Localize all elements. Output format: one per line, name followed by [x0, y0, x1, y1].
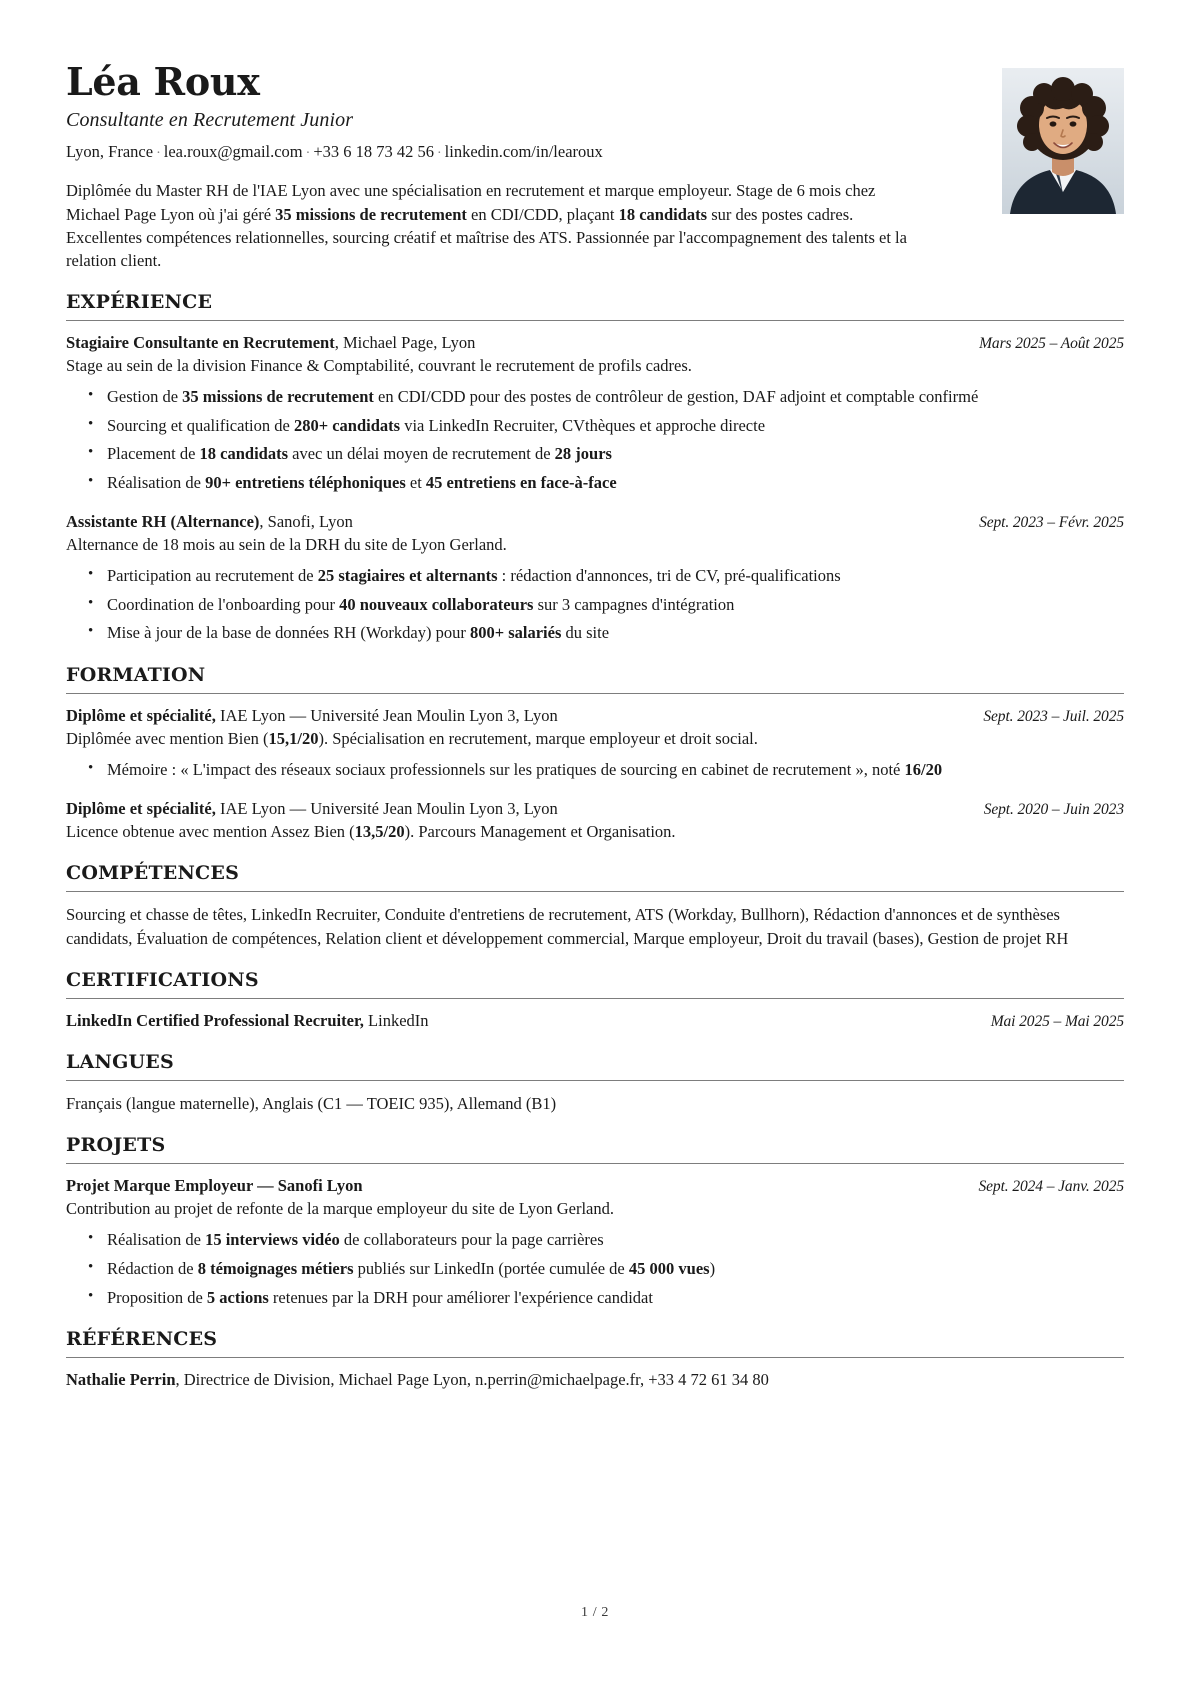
entry-bullet-list [66, 386, 1124, 495]
contact-separator-icon: · [156, 146, 161, 162]
entry-description: Licence obtenue avec mention Assez Bien (13,5/20). Parcours Management et Organisation. [66, 821, 676, 841]
list-item: • Rédaction de 8 témoignages métiers publiés sur LinkedIn (portée cumulée de 45 000 vues) [88, 1258, 1124, 1281]
emphasis: 45 entretiens en face-à-face [425, 473, 617, 493]
emphasis: 15,1/20 [268, 729, 319, 749]
section-divider [66, 320, 1124, 321]
emphasis: 90+ entretiens téléphoniques [205, 473, 406, 493]
entry-title [66, 1175, 965, 1197]
section-references [66, 1328, 1124, 1391]
list-item: • Placement de 18 candidats avec un délai moyen de recrutement de 28 jours [88, 443, 1124, 466]
emphasis: 5 actions [206, 1287, 269, 1307]
langues-text: Français (langue maternelle), Anglais (C1 — TOEIC 935), Allemand (B1) [66, 1093, 557, 1113]
section-langues [66, 1051, 1124, 1115]
section-heading-langues: LANGUES [66, 1050, 174, 1073]
entry-references [66, 1369, 1124, 1391]
profile-summary: Diplômée du Master RH de l'IAE Lyon avec une spécialisation en recrutement et marque employeur. Stage de 6 mois chez Michael Page Lyon où j'ai géré 35 missions de recrutement en CDI/CDD, plaçant 18 candidats sur des postes cadres. Excellentes compétences relationnelles, sourcing créatif et maîtrise des ATS. Passionnée par l'accompagnement des talents et la relation client. [66, 181, 907, 270]
entry-date-range: Sept. 2024 – Janv. 2025 [978, 1178, 1124, 1196]
section-heading-projets: PROJETS [66, 1134, 166, 1157]
emphasis: 18 candidats [618, 204, 708, 224]
section-competences [66, 862, 1124, 950]
contact-line [66, 141, 984, 163]
emphasis: 15 interviews vidéo [205, 1230, 340, 1250]
section-divider [66, 1080, 1124, 1081]
page-title: Léa Roux [66, 59, 260, 104]
section-certifications [66, 969, 1124, 1032]
entry-title: Diplôme et spécialité, IAE Lyon — Université Jean Moulin Lyon 3, Lyon [66, 799, 558, 819]
resume-header [66, 59, 1124, 272]
list-item: • Coordination de l'onboarding pour 40 nouveaux collaborateurs sur 3 campagnes d'intégration [88, 594, 1124, 617]
emphasis: Stagiaire Consultante en Recrutement [66, 332, 335, 352]
header-text-block [66, 59, 984, 272]
emphasis: 280+ candidats [293, 415, 401, 435]
entry-bullet-list [66, 1229, 1124, 1309]
entry-header [66, 1369, 1124, 1391]
entry-experience [66, 332, 1124, 495]
list-item: • Réalisation de 90+ entretiens téléphoniques et 45 entretiens en face-à-face [88, 472, 1124, 495]
list-item: • Participation au recrutement de 25 stagiaires et alternants : rédaction d'annonces, tri de CV, pré-qualifications [88, 565, 1124, 588]
entry-header [66, 705, 1124, 727]
section-divider [66, 693, 1124, 694]
competences-text: Sourcing et chasse de têtes, LinkedIn Recruiter, Conduite d'entretiens de recrutement, ATS (Workday, Bullhorn), Rédaction d'annonces et de synthèses candidats, Évaluation de compétences, Relation client et développement commercial, Marque employeur, Droit du travail (bases), Gestion de projet RH [66, 905, 1069, 948]
professional-headline: Consultante en Recrutement Junior [66, 109, 354, 132]
entry-date-range: Sept. 2020 – Juin 2023 [983, 801, 1124, 819]
entry-description: Stage au sein de la division Finance & Comptabilité, couvrant le recrutement de profils cadres. [66, 355, 692, 375]
list-item: • Proposition de 5 actions retenues par la DRH pour améliorer l'expérience candidat [88, 1287, 1124, 1310]
emphasis: Projet Marque Employeur — Sanofi Lyon [66, 1176, 363, 1196]
entry-formation [66, 798, 1124, 843]
section-formation [66, 664, 1124, 843]
entry-header [66, 798, 1124, 820]
emphasis: 35 missions de recrutement [275, 204, 467, 224]
contact-separator-icon: · [437, 146, 442, 162]
entry-date-range: Mai 2025 – Mai 2025 [990, 1012, 1124, 1030]
entry-bullet-list [66, 759, 1124, 782]
section-heading-references: RÉFÉRENCES [66, 1328, 218, 1351]
entry-bullet-list [66, 565, 1124, 645]
entry-header [66, 332, 1124, 354]
emphasis: Diplôme et spécialité, [66, 799, 216, 819]
emphasis: 35 missions de recrutement [182, 386, 374, 406]
entry-title: Assistante RH (Alternance), Sanofi, Lyon [66, 511, 353, 531]
entry-title: Stagiaire Consultante en Recrutement, Michael Page, Lyon [66, 332, 476, 352]
section-heading-experience: EXPÉRIENCE [66, 290, 213, 313]
section-divider [66, 1163, 1124, 1164]
entry-experience [66, 511, 1124, 645]
entry-date-range: Sept. 2023 – Févr. 2025 [979, 513, 1124, 531]
section-divider [66, 1357, 1124, 1358]
emphasis: 18 candidats [199, 444, 289, 464]
entry-title: Nathalie Perrin, Directrice de Division, Michael Page Lyon, n.perrin@michaelpage.fr, +33 4 72 61 34 80 [66, 1370, 769, 1390]
entry-header [66, 511, 1124, 533]
section-heading-competences: COMPÉTENCES [66, 862, 239, 885]
list-item: • Mémoire : « L'impact des réseaux sociaux professionnels sur les pratiques de sourcing en cabinet de recrutement », noté 16/20 [88, 759, 1124, 782]
entry-header [66, 1175, 1124, 1197]
entry-header [66, 1010, 1124, 1032]
emphasis: LinkedIn Certified Professional Recruiter, [66, 1010, 364, 1030]
resume-sections [66, 291, 1124, 1391]
emphasis: Nathalie Perrin [66, 1370, 176, 1390]
section-divider [66, 998, 1124, 999]
contact-separator-icon: · [305, 146, 311, 162]
contact-location: Lyon, France [66, 142, 154, 162]
entry-title: Diplôme et spécialité, IAE Lyon — Université Jean Moulin Lyon 3, Lyon [66, 706, 558, 726]
emphasis: 13,5/20 [354, 821, 405, 841]
emphasis: 800+ salariés [469, 623, 562, 643]
avatar [1002, 68, 1124, 214]
entry-date-range: Sept. 2023 – Juil. 2025 [983, 708, 1124, 726]
section-projets [66, 1134, 1124, 1309]
entry-title: LinkedIn Certified Professional Recruiter, LinkedIn [66, 1010, 429, 1030]
entry-description: Diplômée avec mention Bien (15,1/20). Spécialisation en recrutement, marque employeur et droit social. [66, 729, 758, 749]
section-heading-certifications: CERTIFICATIONS [66, 968, 259, 991]
emphasis: 8 témoignages métiers [197, 1258, 354, 1278]
list-item: • Réalisation de 15 interviews vidéo de collaborateurs pour la page carrières [88, 1229, 1124, 1252]
page-footer: 1 / 2 [581, 1605, 609, 1620]
emphasis: 40 nouveaux collaborateurs [339, 594, 534, 614]
section-heading-formation: FORMATION [66, 664, 206, 687]
list-item: • Mise à jour de la base de données RH (Workday) pour 800+ salariés du site [88, 622, 1124, 645]
contact-linkedin[interactable]: linkedin.com/in/learoux [444, 142, 603, 162]
emphasis: Diplôme et spécialité, [66, 706, 216, 726]
emphasis: 25 stagiaires et alternants [317, 565, 498, 585]
contact-email[interactable]: lea.roux@gmail.com [163, 142, 303, 162]
emphasis: 28 jours [554, 444, 612, 464]
list-item: • Sourcing et qualification de 280+ candidats via LinkedIn Recruiter, CVthèques et approche directe [88, 415, 1124, 438]
emphasis: 45 000 vues [628, 1258, 710, 1278]
section-divider [66, 891, 1124, 892]
entry-certifications [66, 1010, 1124, 1032]
contact-phone[interactable]: +33 6 18 73 42 56 [313, 142, 434, 162]
entry-date-range: Mars 2025 – Août 2025 [979, 334, 1124, 352]
list-item: • Gestion de 35 missions de recrutement en CDI/CDD pour des postes de contrôleur de gestion, DAF adjoint et comptable confirmé [88, 386, 1124, 409]
entry-projets [66, 1175, 1124, 1309]
emphasis: Assistante RH (Alternance) [66, 511, 260, 531]
entry-description: Alternance de 18 mois au sein de la DRH du site de Lyon Gerland. [66, 534, 507, 554]
section-experience [66, 291, 1124, 645]
entry-formation [66, 705, 1124, 782]
emphasis: 16/20 [904, 760, 943, 780]
entry-description: Contribution au projet de refonte de la marque employeur du site de Lyon Gerland. [66, 1198, 615, 1218]
